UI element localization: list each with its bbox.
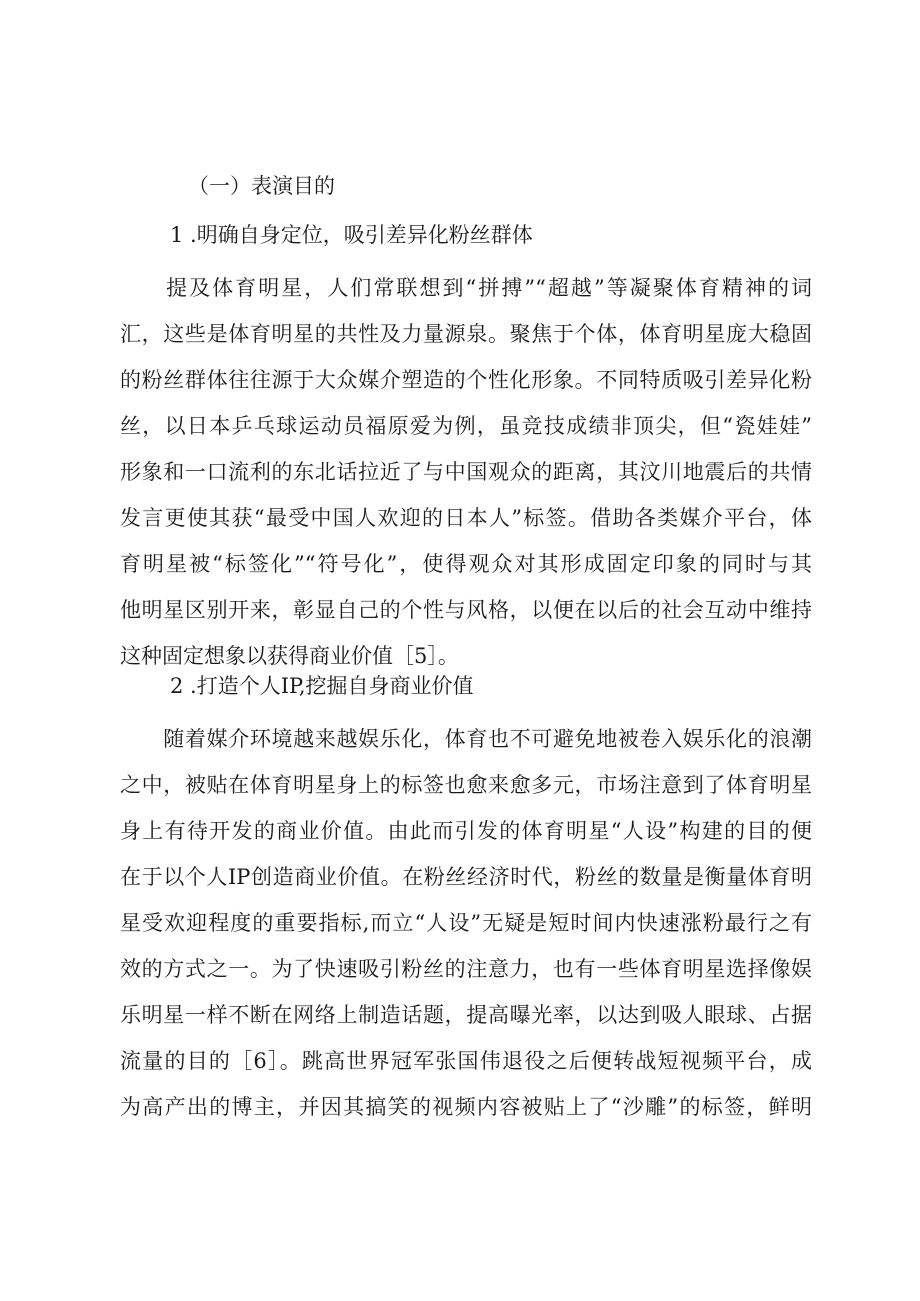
subsection-1-paragraph — [120, 265, 812, 679]
paragraph-line: 他明星区别开来，彰显自己的个性与风格，以便在以后的社会互动中维持 — [120, 598, 812, 622]
paragraph-line: 在于以个人IP创造商业价值。在粉丝经济时代，粉丝的数量是衡量体育明 — [120, 865, 812, 889]
paragraph-line: 身上有待开发的商业价值。由此而引发的体育明星“人设”构建的目的便 — [120, 819, 812, 843]
paragraph-line: 汇，这些是体育明星的共性及力量源泉。聚焦于个体，体育明星庞大稳固 — [120, 322, 812, 346]
paragraph-line: 为高产出的博主，并因其搞笑的视频内容被贴上了“沙雕”的标签，鲜明 — [120, 1095, 812, 1119]
paragraph-line: 丝，以日本乒乓球运动员福原爱为例，虽竞技成绩非顶尖，但“瓷娃娃” — [120, 414, 812, 438]
paragraph-line: 随着媒介环境越来越娱乐化，体育也不可避免地被卷入娱乐化的浪潮 — [120, 727, 812, 751]
paragraph-line: 乐明星一样不断在网络上制造话题，提高曝光率，以达到吸人眼球、占据 — [120, 1003, 812, 1027]
paragraph-line: 之中，被贴在体育明星身上的标签也愈来愈多元，市场注意到了体育明星 — [120, 773, 812, 797]
subsection-1-heading: 1 .明确自身定位，吸引差异化粉丝群体 — [170, 223, 533, 247]
paragraph-line: 提及体育明星，人们常联想到“拼搏”“超越”等凝聚体育精神的词 — [120, 276, 812, 300]
paragraph-line: 的粉丝群体往往源于大众媒介塑造的个性化形象。不同特质吸引差异化粉 — [120, 368, 812, 392]
paragraph-line: 形象和一口流利的东北话拉近了与中国观众的距离，其汶川地震后的共情 — [120, 460, 812, 484]
section-heading: （一）表演目的 — [188, 174, 335, 198]
paragraph-line: 效的方式之一。为了快速吸引粉丝的注意力，也有一些体育明星选择像娱 — [120, 957, 812, 981]
paragraph-line: 这种固定想象以获得商业价值［5］。 — [120, 644, 459, 668]
paragraph-line: 星受欢迎程度的重要指标,而立“人设”无疑是短时间内快速涨粉最行之有 — [120, 911, 812, 935]
subsection-2-heading: 2 .打造个人IP,挖掘自身商业价值 — [170, 674, 474, 698]
subsection-2-paragraph — [120, 716, 812, 1130]
paragraph-line: 发言更使其获“最受中国人欢迎的日本人”标签。借助各类媒介平台，体 — [120, 506, 812, 530]
paragraph-line: 流量的目的［6］。跳高世界冠军张国伟退役之后便转战短视频平台，成 — [120, 1049, 812, 1073]
paragraph-line: 育明星被“标签化”“符号化”，使得观众对其形成固定印象的同时与其 — [120, 552, 812, 576]
